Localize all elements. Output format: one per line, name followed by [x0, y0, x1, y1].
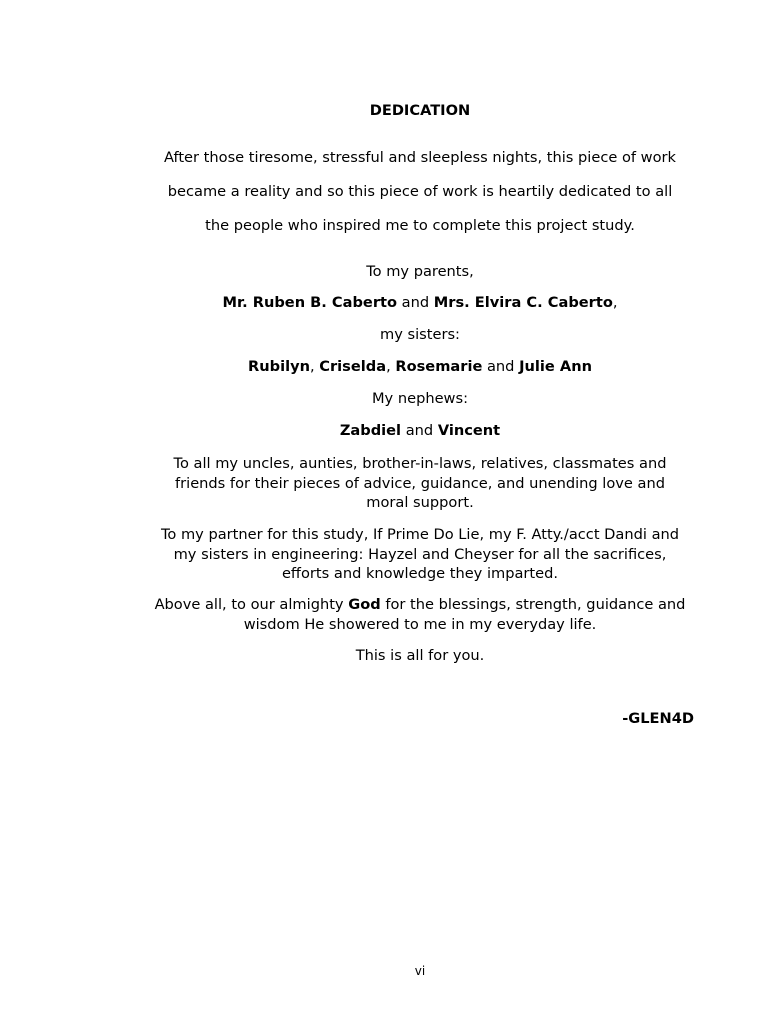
god-word: God — [348, 596, 381, 613]
sister-name-2: Criselda — [319, 358, 387, 375]
parents-lead: To my parents, — [366, 263, 474, 280]
sisters-names — [148, 357, 692, 377]
mother-name: Mrs. Elvira C. Caberto — [433, 294, 613, 311]
nephews-names — [148, 421, 692, 441]
intro-line-3: the people who inspired me to complete this project study. — [205, 217, 635, 234]
sisters-sep-1: , — [309, 358, 315, 375]
nephew-name-1: Zabdiel — [339, 422, 402, 439]
sister-name-3: Rosemarie — [395, 358, 483, 375]
intro-line-1: After those tiresome, stressful and sleepless nights, this piece of work — [163, 149, 676, 166]
sisters-and: and — [486, 358, 515, 375]
sisters-sep-2: , — [386, 358, 391, 375]
parents-comma: , — [612, 294, 618, 311]
partner-paragraph: To my partner for this study, If Prime Do Lie, my F. Atty./acct Dandi and my sisters in engineering: Hayzel and Cheyser for all the sacrifices, efforts and knowledge they imparted. — [160, 526, 680, 583]
relatives-paragraph: To all my uncles, aunties, brother-in-laws, relatives, classmates and friends for their pieces of advice, guidance, and unending love and moral support. — [173, 455, 667, 512]
intro-line-2: became a reality and so this piece of work is heartily dedicated to all — [167, 183, 673, 200]
god-paragraph — [152, 595, 688, 634]
page-number: vi — [414, 964, 426, 978]
parents-and: and — [401, 294, 430, 311]
signature: -GLEN4D — [622, 710, 694, 727]
sister-name-4: Julie Ann — [519, 358, 592, 375]
nephews-lead: My nephews: — [371, 390, 469, 407]
nephews-and: and — [405, 422, 434, 439]
god-paragraph-after: for the blessings, strength, guidance and wisdom He showered to me in my everyday life. — [243, 596, 686, 633]
sister-name-1: Rubilyn — [248, 358, 310, 375]
closing-line: This is all for you. — [355, 647, 485, 664]
god-paragraph-before: Above all, to our almighty — [154, 596, 344, 613]
nephew-name-2: Vincent — [437, 422, 501, 439]
page-title: DEDICATION — [369, 102, 471, 119]
parents-names — [148, 293, 692, 313]
father-name: Mr. Ruben B. Caberto — [222, 294, 398, 311]
sisters-lead: my sisters: — [380, 326, 460, 343]
